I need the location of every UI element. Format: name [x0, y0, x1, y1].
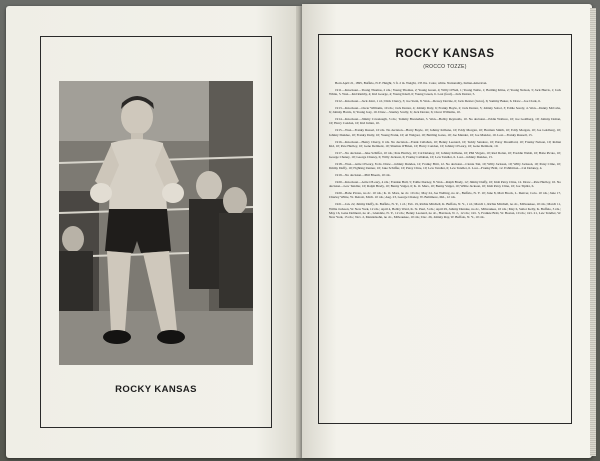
record-paragraph: 1918—Won—Artie O'Leary, 8 rds. Draw—Johnny Dundee, 12; Franky Britt, 12. No decision—Clonie Tait, 10; Willy Jackson, 10; Willy Jackson, 10; Patsy Cline, 10; Jimmy Duffy, 10; Fighting Zunner, 10; Jake Schiffer, 10; Patsy Cline, 10; Lew Tendler, 6; Lew Tendler, 6. Lost—Franky Britt, 12. Exhibition—Cal Delaney, 4.	[329, 161, 561, 171]
record-paragraph: 1914—Knockout—Jimmy Cavanaugh, 3 rds.; Tommy Bresnahan, 3. Won—Bobby Reynolds, 10. No decision—Eddie Wallace, 10; Joe Goldberg, 10; Johnny Dohan, 10; Harry Condon, 10; Kid Julian, 10.	[329, 117, 561, 126]
record-paragraph: 1915—Won—Franky Russel, 10 rds. No decision—Harry Boyle, 10; Johnny Kilbane, 10; Eddy Morgan, 10; Herman Smith, 10; Eddy Morgan, 10; Joe Goldberg, 10; Johnny Dundee, 10; Franky Daily, 10; Young Frank, 10; Al Walgast, 10; Battling Gates, 10; Joe Mandot, 10; Joe Mandot, 10. Lost—Franky Russell, 15.	[329, 128, 561, 137]
boxer-real-name: (ROCCO TOZZE)	[423, 64, 467, 70]
right-page	[302, 4, 592, 458]
record-paragraph: 1919—No decision—Phil Bloom, 10 rds.	[335, 173, 391, 178]
left-page	[6, 6, 300, 458]
record-paragraph: Born April 21, 1895, Buffalo, N.Y. Height, 5 ft. 2 in. Weight, 135 lbs. Color, white. Nationality, Italian-American.	[335, 81, 488, 85]
left-page-border	[40, 36, 272, 428]
boxer-photo	[59, 81, 253, 365]
fight-record	[329, 81, 561, 419]
boxer-name-title: ROCKY KANSAS	[395, 48, 495, 60]
page-edges	[590, 8, 596, 456]
record-paragraph: 1911—Knockout—Young Thomas, 2 rds.; Young Thomas, 2; Young Green, 4; Willy O'Neil, 1; Young Tuttle, 1; Battling Kline, 2; Young Nelson, 3; Jack Harris, 1; Jack White, 5. Won—Kid Ramby, 4; Kid George, 4; Young Knall, 6; Young Green, 6. Lost (foul)—Jack Dexter, 5.	[329, 87, 561, 97]
record-paragraph: 1917—No decision—Jake Schiffer, 10 rds.; Pete Hartley, 10; Cal Delaney, 10; Johnny Kilbane, 10; Phil Virgets, 10; Red Dolan, 10; Freddie Welsh, 10; Babe Picato, 10; George Chaney, 10; George Chaney, 6; Willy Jackson, 6; Franky Callahan, 10; Lew Tendler, 6. Lost—Johnny Dundee, 15.	[329, 150, 561, 160]
record-paragraph: 1921—Jan. 22, Jimmy Duffy, K. Buffalo, N. Y., 1 rd.; Feb. 19, Richie Mitchell, K. Buffalo, N. Y., 1 rd.; March 1, Richie Mitchell, no dc., Milwaukee, 10 rds.; March 11, Willie Jackson, W. New York, 12 rds.; April 4, Bobby Ward, K. St. Paul, 5 rds.; April 29, Johnny Dundee, no dc., Milwaukee, 10 rds.; May 6, Sailor Kelly, K. Buffalo, 3 rds.; May 16, Gene Delmont, no dc., Glendale, N. Y., 12 rds.; Benny Leonard, no dc., Harrison, N. J., 12 rds.; Oct. 5, Frankie Britt, W. Boston, 10 rds.; Oct. 21, Lew Tendler, W. New York, 15 rds.; Nov. 2, Mendelsohn, no dc., Milwaukee, 10 rds.; Dec. 26, Johnny Ray, W. Buffalo, N. Y., 10 rds.	[329, 202, 561, 220]
record-paragraph: 1916—Knockout—Henry Cherry, 6 rds. No decision—Frank Callahan, 10; Benny Leonard, 10; Teddy Sandore, 10; Patsy Drouillard, 10; Franky Nelson, 10; Indian Kid, 10; Pete Hartley, 10; Gene Delmont, 10; Shamus O'Brien, 10; Harry Condon, 10; Johnny O'Leary, 10; Gene Delmont, 10.	[329, 139, 561, 148]
record-paragraph: 1920—Babe Picato, no dc. 10 rds.; K. O. Mars, no dc. 10 rds.; May 24, Joe Welling, no dc., Buffalo, N. Y. 10; June 8, Matt Brock, L. Denver, Colo. 10 rds.; June 17, Charley White, W. Detroit, Mich. 10 rds.; Aug. 23, George Chaney, W. Baltimore, Md., 12 rds.	[329, 191, 561, 200]
photo-caption: ROCKY KANSAS	[115, 384, 197, 395]
record-paragraph: 1913—Knockout—Oscar Williams, 10 rds.; Jack Dexter, 4; Johnny Daly, 6; Franky Boyle, 2; Jack Dexter, 5; Johnny Sobol, 3; Eddie Sorely, 4. Won—Danny McCabe, 6; Johnny Harris, 6; Young Josy, 10. Draw—Stanley Scully, 6; Jack Dexter, 6; Oscar Williams, 10.	[329, 105, 561, 115]
right-page-border	[318, 34, 572, 424]
record-paragraph: 1920—Knockout—Artie O'Leary, 4 rds.; Frankie Bull, 5; Eddie Dorney, 8. Won—Ralph Brady, 12; Jimmy Duffy, 10; Irish Patsy Cline, 12. Draw—Pete Hartley, 10. No decision—Lew Tendler, 10; Ralph Brady, 10; Benny Valger, 6; K. O. Mars, 10; Benny Valger, 10; Willie Jackson, 10; Irish Patsy Cline, 10; Joe Tiplitz, 6.	[329, 179, 561, 189]
record-paragraph: 1912—Knockout—Jack Joint, 1 rd.; Dick Clancy, 3; Joe Stein, 8. Won—Dewey Devine, 6; Jack Dexter (twice), 6; Sammy Baker, 6. Draw—Joe Clark, 6.	[335, 99, 541, 104]
